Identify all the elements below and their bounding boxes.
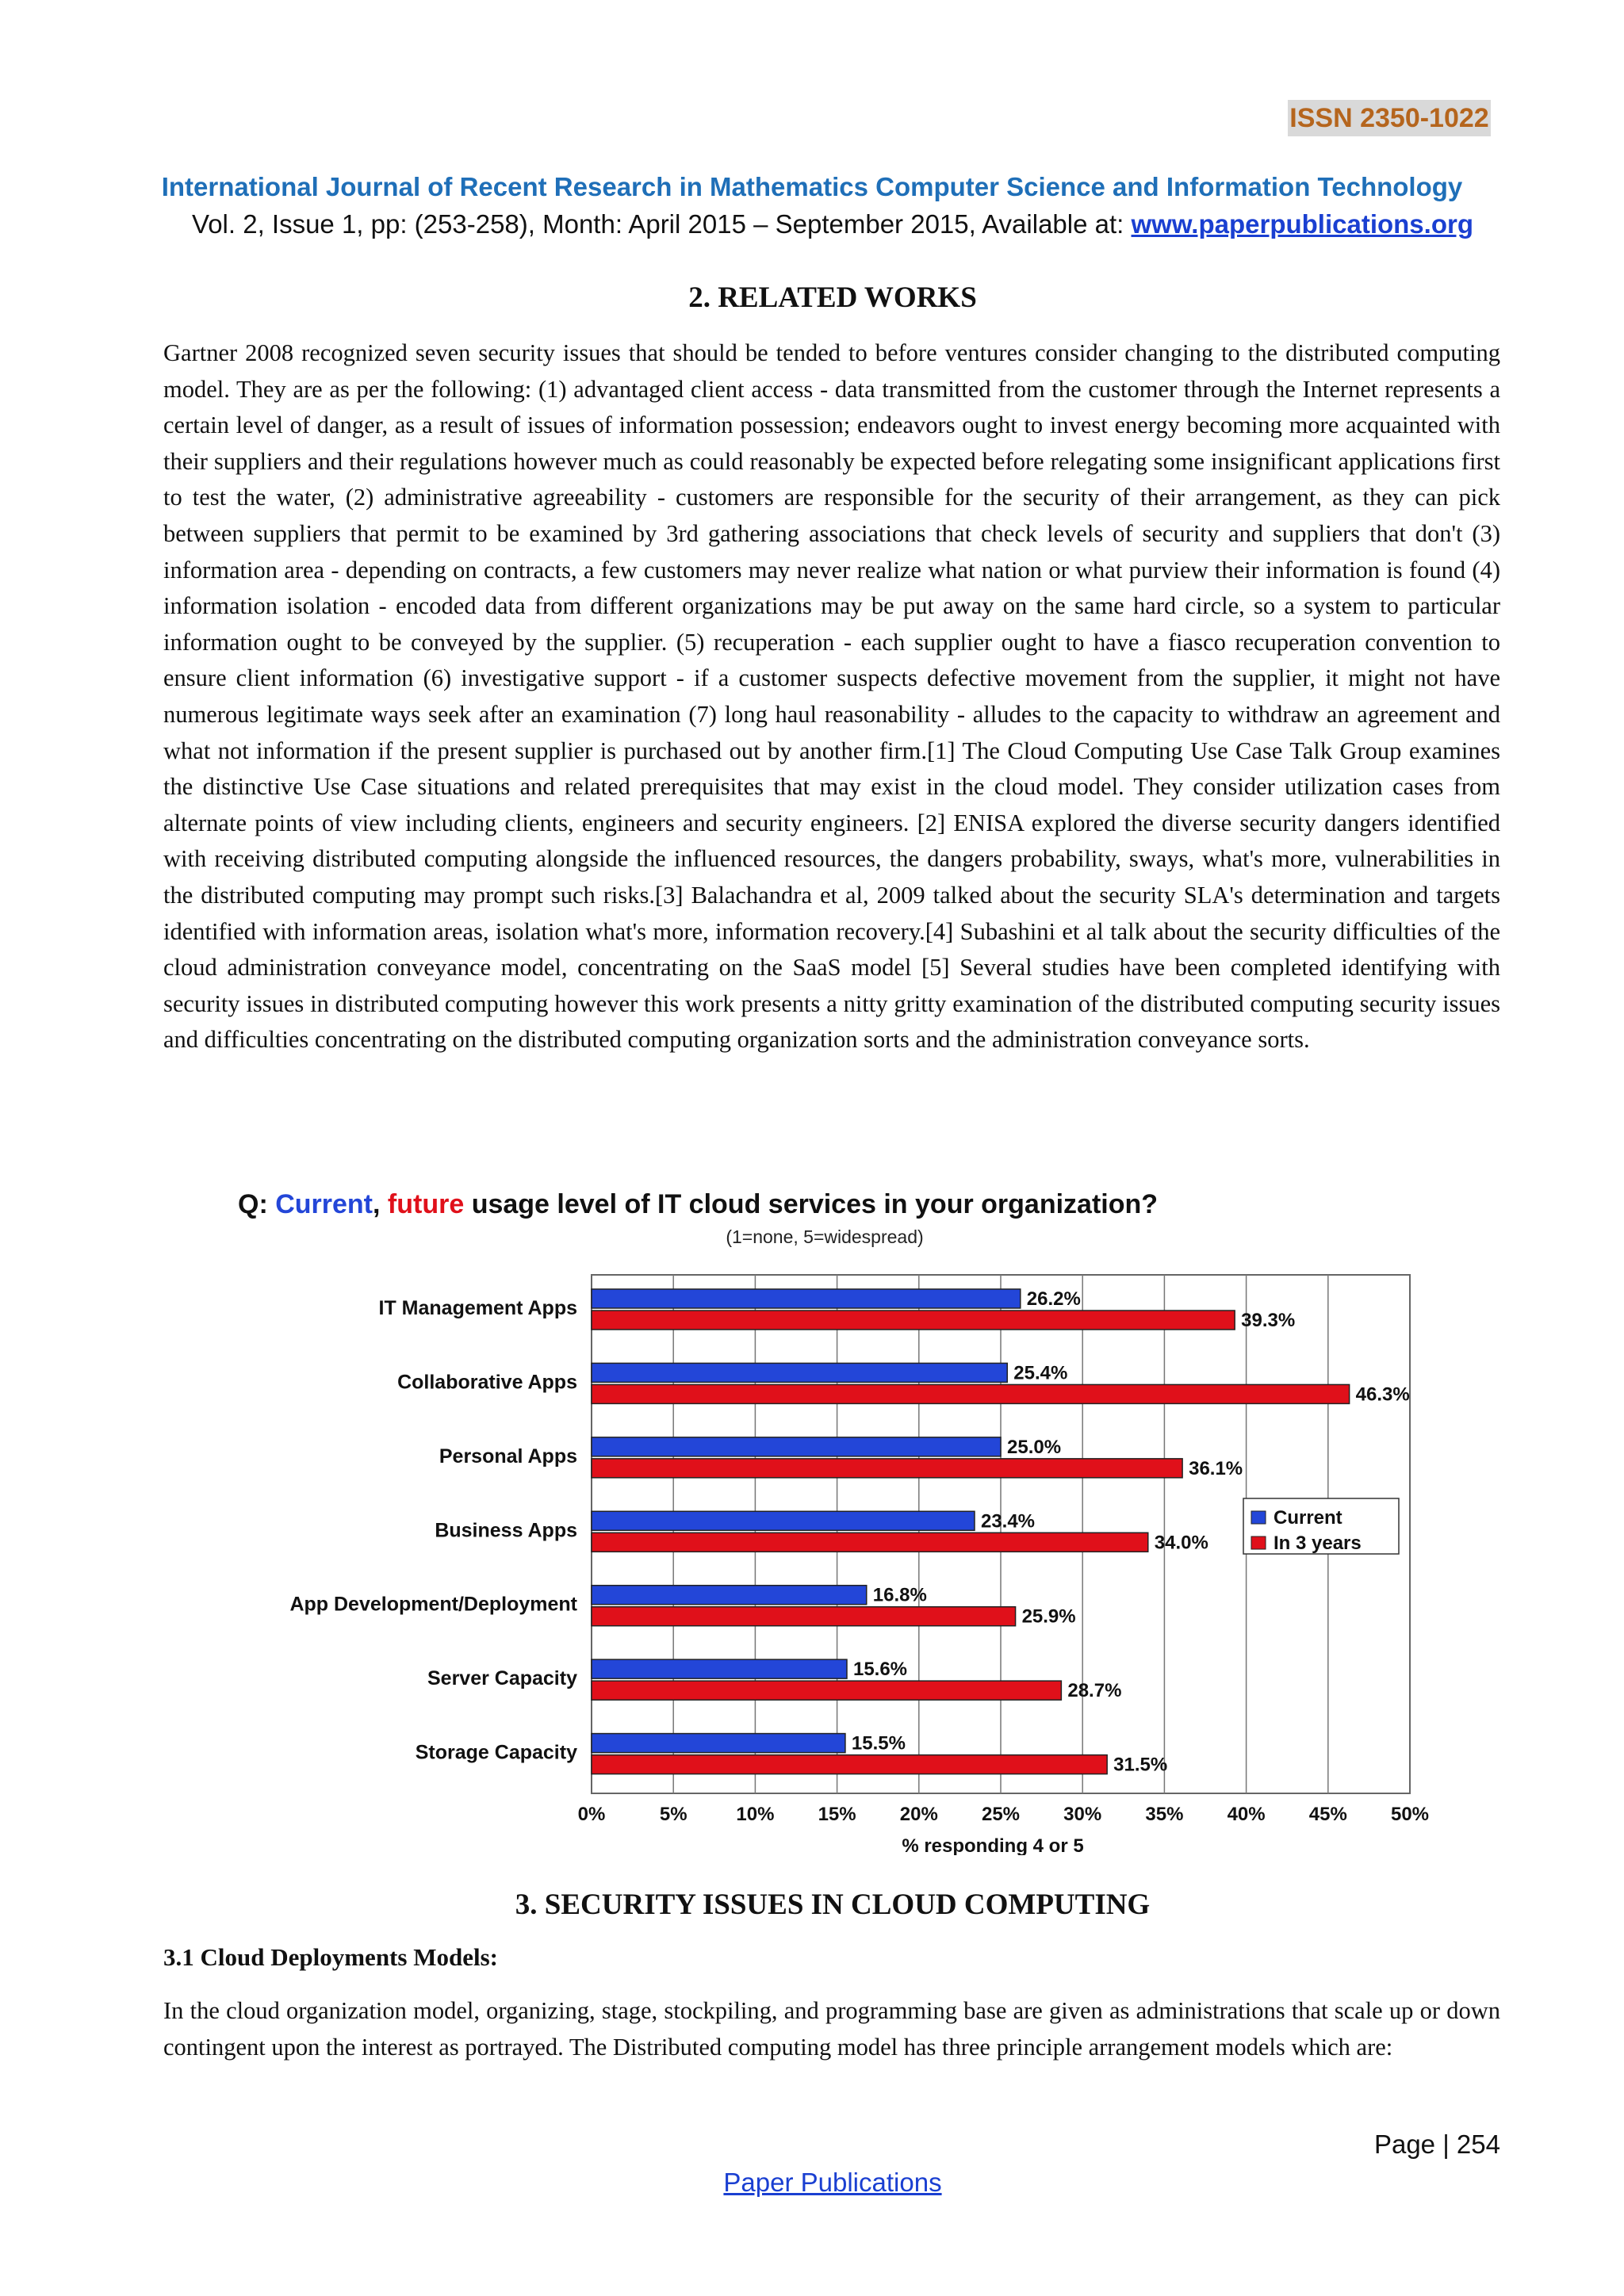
data-label: 16.8%: [872, 1584, 927, 1606]
category-label: Collaborative Apps: [397, 1371, 577, 1394]
page-number: Page | 254: [1373, 2130, 1500, 2159]
chart-title-part: usage level of IT cloud services in your organization?: [464, 1189, 1159, 1219]
legend-label: Current: [1274, 1507, 1342, 1529]
data-label: 39.3%: [1241, 1310, 1296, 1331]
data-label: 31.5%: [1113, 1754, 1168, 1776]
deployment-models-paragraph: In the cloud organization model, organizing, stage, stockpiling, and programming base are given as administrations that scale up or down contingent upon the interest as portrayed. The Distributed computing model has three principle arrangement models which are:: [163, 1997, 1500, 2061]
bar-current: [592, 1734, 845, 1753]
category-label: Business Apps: [435, 1519, 577, 1542]
data-label: 46.3%: [1355, 1383, 1410, 1406]
bar-current: [592, 1586, 867, 1605]
bar-in-3-years: [592, 1311, 1235, 1330]
x-tick-label: 0%: [577, 1804, 606, 1825]
legend-swatch: [1251, 1511, 1266, 1524]
data-label: 15.6%: [852, 1659, 908, 1681]
chart-plot-area: [289, 1275, 1429, 1855]
chart-title-part: Current: [275, 1189, 373, 1219]
x-tick-label: 50%: [1390, 1804, 1430, 1825]
section-heading-security-issues: 3. SECURITY ISSUES IN CLOUD COMPUTING: [515, 1888, 1151, 1921]
x-tick-label: 5%: [659, 1804, 688, 1825]
chart-title-part: future: [387, 1189, 465, 1219]
x-tick-label: 45%: [1308, 1804, 1347, 1825]
bar-current: [592, 1289, 1021, 1308]
bar-current: [592, 1363, 1007, 1382]
bar-in-3-years: [592, 1533, 1148, 1552]
chart-title-part: ,: [373, 1189, 388, 1219]
section-heading-related-works: 2. RELATED WORKS: [688, 281, 977, 314]
legend-swatch: [1251, 1536, 1266, 1549]
publisher-link[interactable]: Paper Publications: [723, 2168, 942, 2197]
category-label: Server Capacity: [427, 1667, 577, 1690]
category-label: Personal Apps: [439, 1445, 577, 1468]
x-tick-label: 25%: [981, 1804, 1021, 1825]
bar-in-3-years: [592, 1384, 1350, 1403]
cloud-usage-chart: [0, 1181, 1624, 1855]
volume-text: Vol. 2, Issue 1, pp: (253-258), Month: April 2015 – September 2015, Available at:: [192, 209, 1132, 239]
category-label: IT Management Apps: [378, 1297, 577, 1319]
volume-line: [0, 209, 1624, 239]
data-label: 28.7%: [1067, 1680, 1122, 1702]
legend-label: In 3 years: [1274, 1533, 1362, 1554]
chart-subtitle: (1=none, 5=widespread): [726, 1226, 924, 1247]
bar-current: [592, 1511, 975, 1530]
x-axis-label: % responding 4 or 5: [902, 1835, 1084, 1855]
data-label: 15.5%: [851, 1732, 906, 1755]
bar-current: [592, 1659, 847, 1678]
chart-title: [238, 1189, 1158, 1219]
data-label: 25.9%: [1021, 1605, 1076, 1628]
bar-in-3-years: [592, 1607, 1016, 1626]
subsection-heading-deployment-models: 3.1 Cloud Deployments Models:: [163, 1943, 498, 1971]
related-works-paragraph: Gartner 2008 recognized seven security issues that should be tended to before ventures consider changing to the distributed computing model. They are as per the following: (1) advantaged client access - data transmitted from the customer through the Internet represents a certain level of danger, as a result of issues of information possession; endeavors ought to invest energy becoming more acquainted with their suppliers and their regulations however much as could reasonably be expected before relegating some insignificant applications first to test the water, (2) administrative agreeability - customers are responsible for the security of their arrangement, as they can pick between suppliers that permit to be examined by 3rd gathering associations that check levels of security and suppliers that don't (3) information area - depending on contracts, a few customers may never realize what nation or what purview their information is found (4) information isolation - encoded data from different organizations may be put away on the same hard circle, so a system to particular information ought to be conveyed by the supplier. (5) recuperation - each supplier ought to have a fiasco recuperation convention to ensure client information (6) investigative support - if a customer suspects defective movement from the supplier, it might not have numerous legitimate ways seek after an examination (7) long haul reasonability - alludes to the capacity to withdraw an agreement and what not information if the present supplier is purchased out by another firm.[1] The Cloud Computing Use Case Talk Group examines the distinctive Use Case situations and related prerequisites that may exist in the cloud model. They consider utilization cases from alternate points of view including clients, engineers and security engineers. [2] ENISA explored the diverse security dangers identified with receiving distributed computing alongside the influenced resources, the dangers probability, sways, what's more, vulnerabilities in the distributed computing may prompt such risks.[3] Balachandra et al, 2009 talked about the security SLA's determination and targets identified with information areas, isolation what's more, information recovery.[4] Subashini et al talk about the security difficulties of the cloud administration conveyance model, concentrating on the SaaS model [5] Several studies have been completed identifying with security issues in distributed computing however this work presents a nitty gritty examination of the distributed computing security issues and difficulties concentrating on the distributed computing organization sorts and the administration conveyance sorts.: [163, 339, 1500, 1054]
x-tick-label: 10%: [736, 1804, 775, 1825]
x-tick-label: 30%: [1063, 1804, 1102, 1825]
x-tick-label: 15%: [818, 1804, 856, 1825]
category-label: Storage Capacity: [415, 1741, 577, 1764]
bar-in-3-years: [592, 1681, 1061, 1700]
x-tick-label: 35%: [1145, 1804, 1184, 1825]
data-label: 25.4%: [1013, 1362, 1068, 1384]
data-label: 25.0%: [1007, 1436, 1062, 1458]
journal-title: International Journal of Recent Research in Mathematics Computer Science and Information Technology: [161, 172, 1463, 201]
data-label: 34.0%: [1154, 1532, 1208, 1554]
issn-badge: ISSN 2350-1022: [1288, 100, 1491, 136]
website-link[interactable]: www.paperpublications.org: [1131, 209, 1473, 239]
chart-title-part: Q:: [238, 1189, 276, 1219]
x-tick-label: 20%: [899, 1804, 938, 1825]
category-label: App Development/Deployment: [289, 1593, 577, 1616]
bar-in-3-years: [592, 1459, 1182, 1478]
data-label: 23.4%: [980, 1510, 1036, 1533]
bar-current: [592, 1437, 1001, 1456]
data-label: 36.1%: [1189, 1457, 1243, 1479]
data-label: 26.2%: [1026, 1288, 1081, 1310]
bar-in-3-years: [592, 1755, 1107, 1774]
x-tick-label: 40%: [1227, 1804, 1266, 1825]
